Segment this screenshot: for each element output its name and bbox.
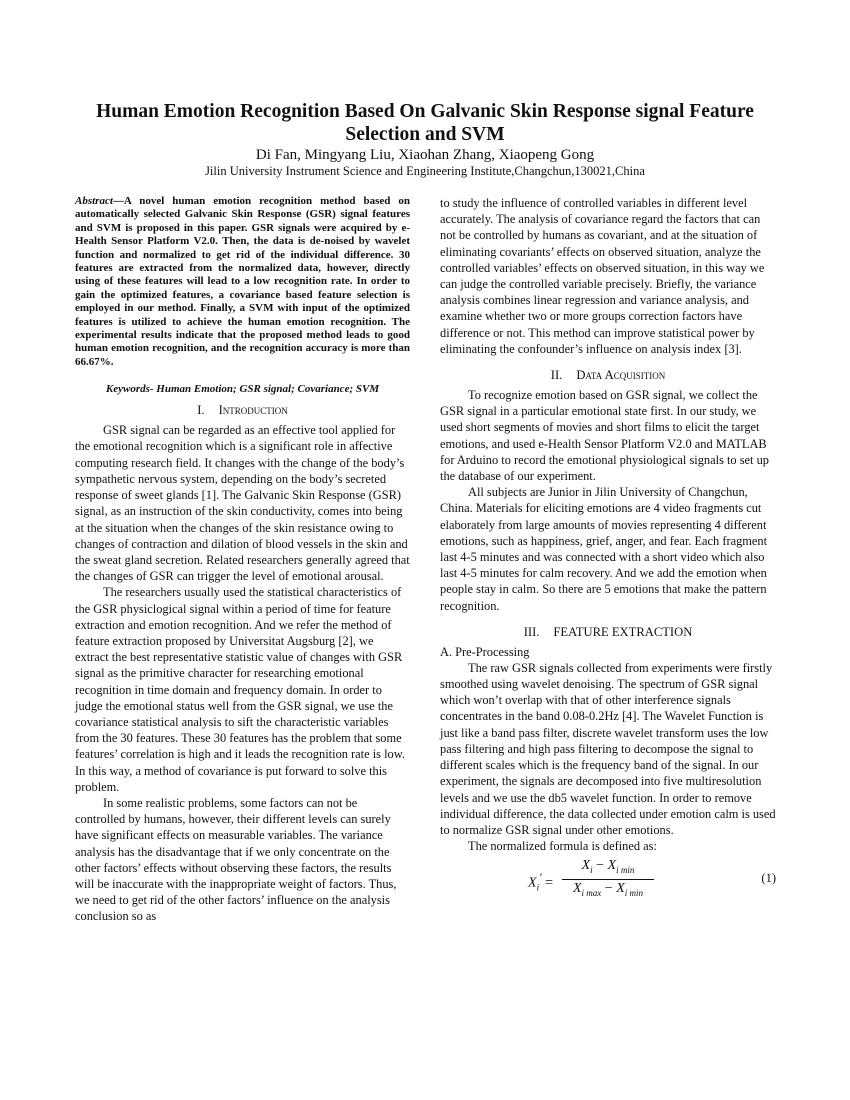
left-column (75, 195, 410, 925)
paper-title: Human Emotion Recognition Based On Galvanic Skin Response signal Feature Selection and SVM (96, 101, 754, 145)
section-number: I. (197, 403, 205, 418)
section-title: Data Acquisition (576, 368, 666, 383)
paper-affiliation: Jilin University Instrument Science and Engineering Institute,Changchun,130021,China (205, 164, 645, 178)
intro-paragraph-3: In some realistic problems, some factors can not be controlled by humans, however, their different levels can surely have significant effects on measurable variables. The variance analysis has the disadvantage that if we only concentrate on the other factors’ effects without observing these factors, the results will be inaccurate with the inappropriate weight of factors. Thus, we need to get rid of the other factors’ influence on the analysis conclusion so as (75, 795, 397, 924)
section-heading-data-acquisition (440, 367, 776, 383)
section-number: III. (523, 624, 540, 639)
intro-paragraph-continued: to study the influence of controlled variables in different level accurately. The analysis of covariance regard the factors that can not be controlled by humans as covariant, and at the situation of eliminating covariants’ effects on observed situation, analyze the controlled variables’ effects on observed situation, in this way we can judge the controlled variable precisely. Briefly, the variance analysis combines linear regression and variance analysis, and examine whether two or more groups correction factors have difference or not. This method can improve statistical power by eliminating the confounder’s influence on analysis index [3]. (440, 196, 765, 356)
abstract-lead: Abstract (75, 195, 113, 207)
equation-denominator: $X_{i max} - X_{i min}$ (572, 881, 644, 899)
right-column (440, 195, 776, 904)
features-paragraph-2: The normalized formula is defined as: (468, 839, 657, 854)
normalization-equation (440, 858, 776, 904)
equation-number: (1) (761, 871, 776, 886)
abstract-text: A novel human emotion recognition method based on automatically selected Galvanic Skin Response (GSR) signal features and SVM is proposed in this paper. GSR signals were acquired by e-Health Sensor Platform V2.0. Then, the data is de-noised by wavelet function and normalized to get rid of the individual difference. 30 features are extracted from the normalized data, however, directly using of these features will lead to a low recognition rate. In order to gain the optimized features, a covariance based feature selection is employed in our method. Finally, a SVM with input of the optimized features is utilized to achieve the human emotion recognition. The experimental results indicate that the proposed method leads to good human emotion recognition, and the recognition accuracy is more than 66.67%. (75, 195, 410, 368)
keywords: Keywords- Human Emotion; GSR signal; Covariance; SVM (105, 383, 380, 396)
section-number: II. (550, 368, 563, 383)
equation-fraction (562, 858, 654, 901)
section-heading-feature-extraction (440, 624, 776, 640)
paper-authors: Di Fan, Mingyang Liu, Xiaohan Zhang, Xiaopeng Gong (255, 147, 595, 163)
section-heading-introduction (75, 402, 410, 418)
abstract-dash: — (112, 195, 124, 207)
data-paragraph-1: To recognize emotion based on GSR signal, we collect the GSR signal in a particular emotional state first. In our study, we used short segments of movies and short films to elicit the target emotions, and used e-Health Sensor Platform V2.0 and MATLAB for Arduino to record the emotional physiological signals to set up the database of our experiment. (440, 388, 769, 484)
equation-numerator: $X_i - X_{i min}$ (562, 858, 654, 880)
section-title: Introduction (218, 403, 288, 418)
abstract (75, 195, 410, 369)
intro-paragraph-1: GSR signal can be regarded as an effective tool applied for the emotional recognition which is a significant role in affective computing research field. It changes with the change of the body’s sympathetic nervous system, depending on the body’s secreted response of sweet glands [1]. The Galvanic Skin Response (GSR) signal, as an instruction of the skin conductivity, comes into being at the situation when the changes of the skin resistance owing to changes of contraction and dilation of blood vessels in the skin and the sweat gland secretion. Related researchers generally agreed that the changes of GSR can trigger the level of emotional arousal. (75, 423, 410, 584)
features-paragraph-1: The raw GSR signals collected from experiments were firstly smoothed using wavelet denoising. The spectrum of GSR signal which won’t overlap with that of other interference signals concentrates in the band 0.08-0.2Hz [4]. The Wavelet Function is just like a band pass filter, discrete wavelet transform uses the low pass filtering and high pass filtering to decompose the signal to different scales which is the frequency band of the signal. In our experiment, the signals are decomposed into five multiresolution levels and we use the db5 wavelet function. In order to remove individual difference, the data collected under emotion calm is used to normalize GSR signal under other emotions. (440, 660, 776, 837)
equation-lhs: $X_i'$ = (528, 871, 553, 893)
section-title: FEATURE EXTRACTION (553, 624, 693, 639)
intro-paragraph-2: The researchers usually used the statistical characteristics of the GSR physiclogical signal within a period of time for feature extraction and emotion recognition. And we refer the method of feature extraction proposed by Universitat Augsburg [2], we extract the best representative statistic value of changes with GSR signal as the primitive character for researching emotional recognition in time domain and frequency domain. In order to judge the emotional status well from the GSR signal, we use the covariance statistical analysis to sift the characteristic variables from the 30 features. These 30 features has the problem that some features’ correlation is high and it leads the recognition rate is low. In this way, a method of covariance is put forward to solve this problem. (75, 585, 405, 794)
subsection-heading: A. Pre-Processing (440, 644, 530, 659)
data-paragraph-2: All subjects are Junior in Jilin University of Changchun, China. Materials for eliciting emotions are 4 video fragments cut elaborately from large amounts of movies representing 4 different emotions, such as happiness, grief, anger, and fear. Each fragment last 4-5 minutes and was connected with a short video which also last 4-5 minutes for calm recovery. And we add the emotion when people stay in calm. So there are 5 emotions that make the pattern recognition. (440, 485, 768, 613)
